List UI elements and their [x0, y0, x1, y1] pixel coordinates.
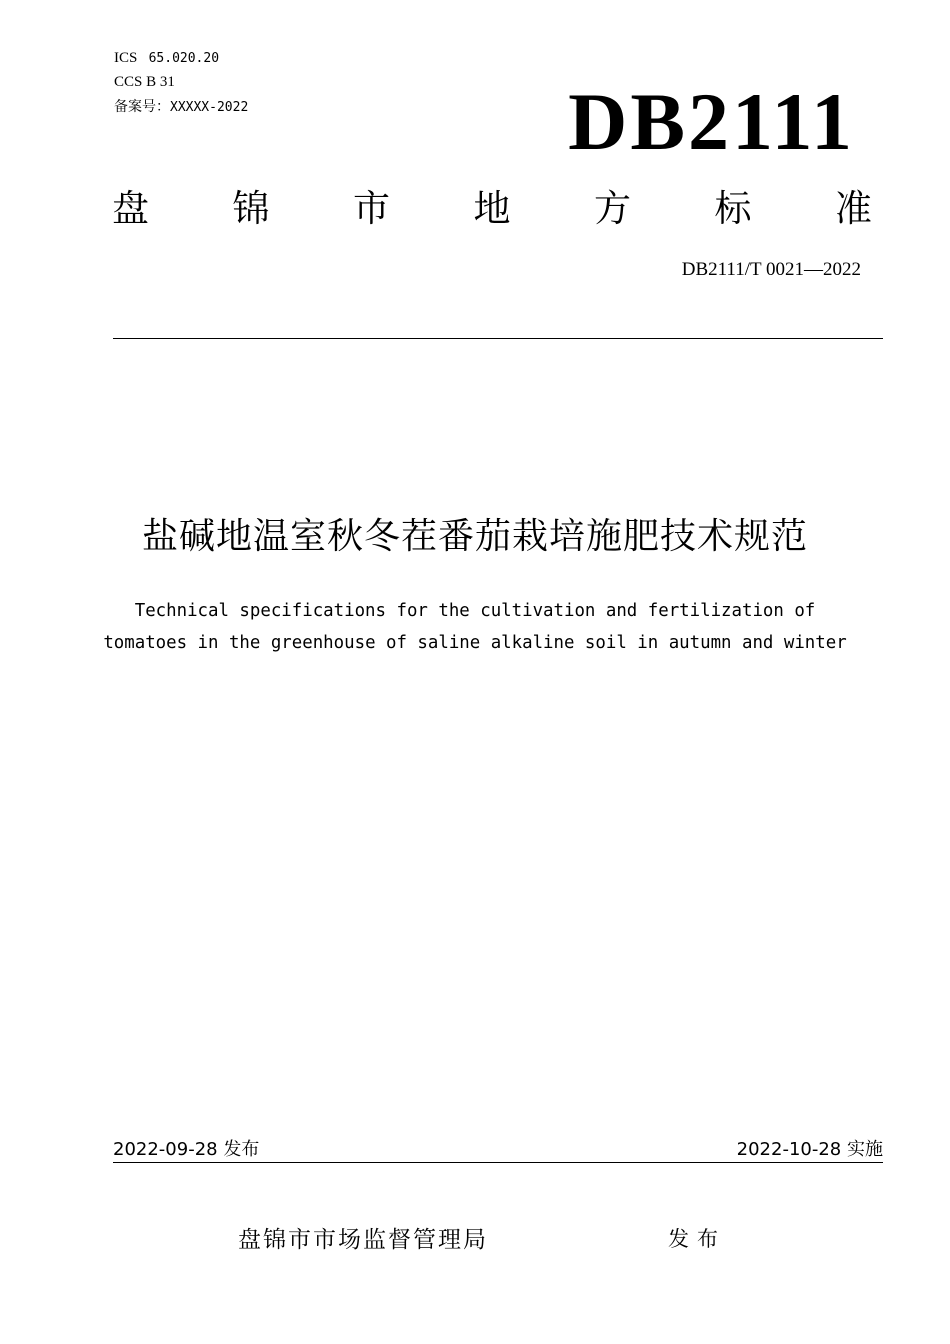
- ics-code: [114, 49, 219, 68]
- standard-type-char: 地: [473, 187, 511, 230]
- standard-type-char: 标: [714, 187, 752, 230]
- issue-label: 发布: [668, 1227, 726, 1251]
- header-divider: [113, 338, 883, 339]
- implementation-date: 2022-10-28 实施: [736, 1139, 883, 1160]
- issuing-authority: 盘锦市市场监督管理局: [238, 1227, 488, 1253]
- standard-type-char: 市: [353, 187, 390, 230]
- footer-divider: [113, 1162, 883, 1163]
- publish-date: 2022-09-28 发布: [113, 1139, 260, 1160]
- ics-value: 65.020.20: [148, 51, 220, 66]
- record-number-value: XXXXX-2022: [170, 100, 249, 115]
- record-number-label: 备案号：: [114, 99, 170, 115]
- standard-type-char: 锦: [232, 187, 270, 230]
- document-title-english-line2: tomatoes in the greenhouse of saline alkaline soil in autumn and winter: [103, 633, 847, 653]
- standard-type-heading: [112, 186, 872, 232]
- ccs-code: CCS B 31: [114, 74, 175, 90]
- standard-code-large: DB2111: [568, 76, 855, 167]
- standard-number: DB2111/T 0021—2022: [681, 259, 861, 280]
- document-title-chinese: 盐碱地温室秋冬茬番茄栽培施肥技术规范: [141, 516, 808, 557]
- document-title-english-line1: Technical specifications for the cultivation and fertilization of: [134, 601, 816, 621]
- standard-type-char: 准: [835, 187, 872, 230]
- ics-label: ICS: [114, 50, 138, 66]
- record-number: [114, 98, 248, 117]
- standard-type-char: 盘: [112, 187, 149, 230]
- standard-type-char: 方: [594, 187, 631, 230]
